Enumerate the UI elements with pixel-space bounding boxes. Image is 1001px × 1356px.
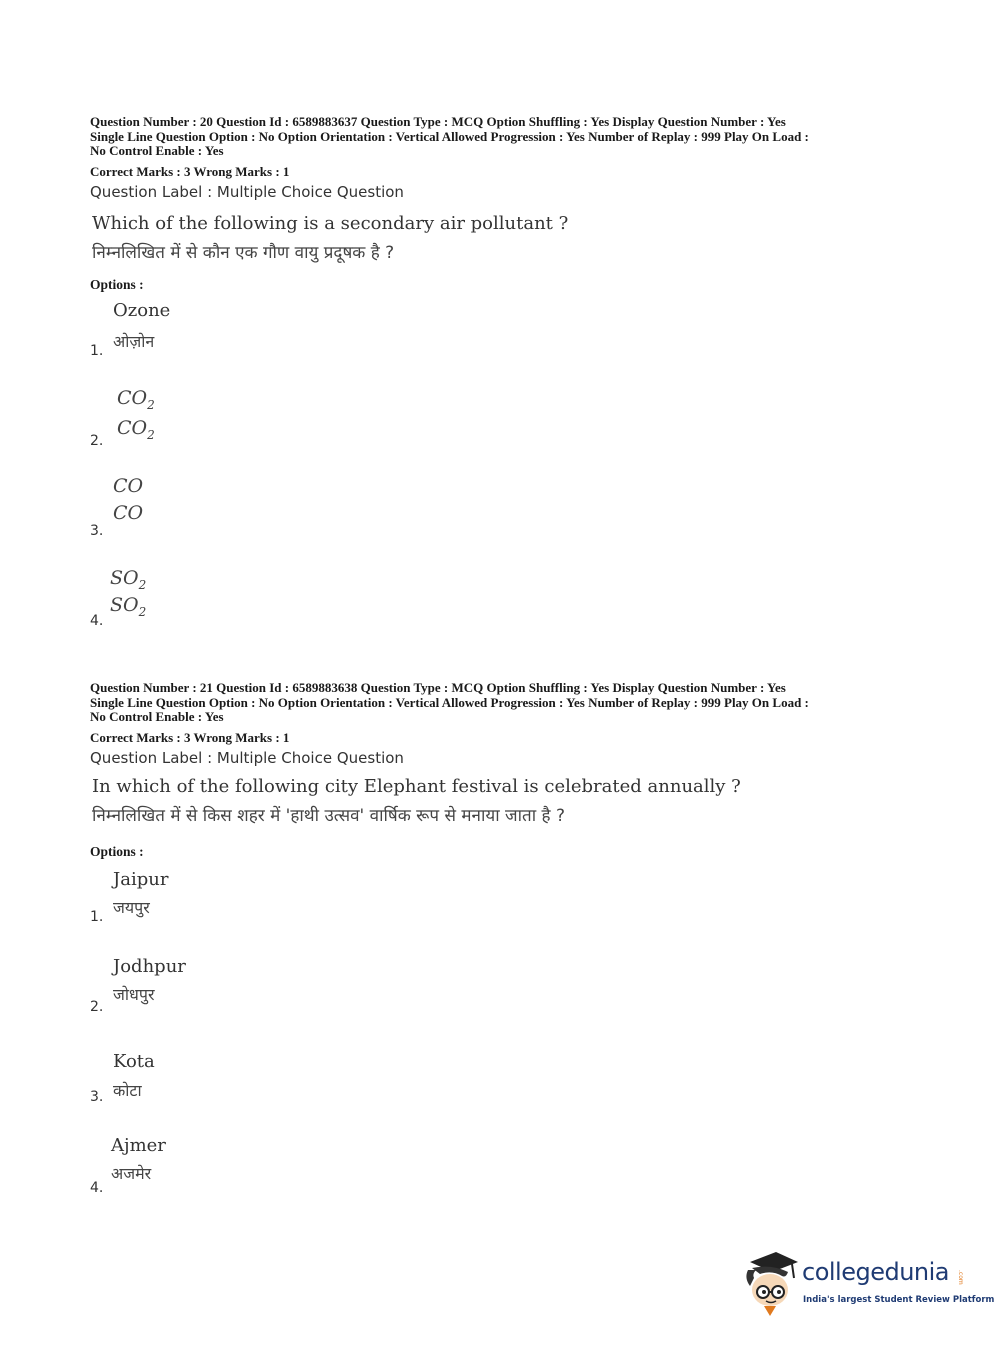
option-number: 1.: [90, 343, 104, 359]
collegedunia-logo: [742, 1248, 995, 1318]
option-formula-hindi: $SO_2$: [110, 594, 147, 619]
meta-line: No Control Enable : Yes: [90, 143, 224, 158]
question-text-hindi: निम्नलिखित में से किस शहर में 'हाथी उत्सव' वार्षिक रूप से मनाया जाता है ?: [92, 806, 565, 826]
question-meta: [90, 681, 920, 725]
meta-line: Single Line Question Option : No Option Orientation : Vertical Allowed Progression : Yes Number of Replay : 999 Play On Load :: [90, 694, 809, 710]
option-text-english: Ozone: [113, 300, 171, 321]
logo-tagline: India's largest Student Review Platform: [803, 1295, 995, 1305]
graduate-mascot-icon: [742, 1248, 800, 1318]
option-number: 1.: [90, 909, 104, 925]
option-formula-english: CO: [113, 475, 144, 497]
option-number: 4.: [90, 1180, 104, 1196]
option-text-english: Jodhpur: [113, 956, 186, 977]
meta-line: Single Line Question Option : No Option Orientation : Vertical Allowed Progression : Yes Number of Replay : 999 Play On Load :: [90, 128, 809, 144]
option-text-hindi: जोधपुर: [113, 985, 155, 1004]
option-text-english: Ajmer: [111, 1135, 166, 1156]
option-text-hindi: कोटा: [113, 1081, 142, 1100]
option-text-hindi: अजमेर: [111, 1164, 152, 1183]
options-heading: Options :: [90, 277, 144, 292]
option-number: 3.: [90, 1089, 104, 1105]
meta-line: No Control Enable : Yes: [90, 709, 224, 724]
logo-com: .com: [957, 1270, 964, 1285]
question-label: Question Label : Multiple Choice Question: [90, 183, 404, 201]
options-heading: Options :: [90, 844, 144, 859]
marks-line: Correct Marks : 3 Wrong Marks : 1: [90, 164, 290, 179]
question-text-english: In which of the following city Elephant festival is celebrated annually ?: [92, 776, 741, 797]
marks-line: Correct Marks : 3 Wrong Marks : 1: [90, 730, 290, 745]
option-text-english: Kota: [113, 1051, 155, 1072]
option-number: 3.: [90, 523, 104, 539]
option-formula-english: $SO_2$: [110, 567, 147, 592]
option-text-hindi: जयपुर: [113, 898, 150, 917]
question-text-english: Which of the following is a secondary air pollutant ?: [92, 213, 569, 234]
option-formula-hindi: CO: [113, 502, 144, 524]
option-formula-english: $CO_2$: [117, 387, 155, 412]
option-text-english: Jaipur: [113, 869, 169, 890]
option-formula-hindi: $CO_2$: [117, 417, 155, 442]
question-label: Question Label : Multiple Choice Question: [90, 749, 404, 767]
meta-line: Question Number : 21 Question Id : 6589883638 Question Type : MCQ Option Shuffling : Yes Display Question Number : Yes: [90, 680, 786, 695]
question-meta: [90, 115, 920, 159]
option-number: 2.: [90, 999, 104, 1015]
option-number: 2.: [90, 433, 104, 449]
meta-line: Question Number : 20 Question Id : 6589883637 Question Type : MCQ Option Shuffling : Yes Display Question Number : Yes: [90, 114, 786, 129]
option-number: 4.: [90, 613, 104, 629]
option-text-hindi: ओज़ोन: [113, 332, 155, 351]
logo-wordmark: collegedunia: [802, 1258, 950, 1286]
question-text-hindi: निम्नलिखित में से कौन एक गौण वायु प्रदूषक है ?: [92, 243, 395, 263]
